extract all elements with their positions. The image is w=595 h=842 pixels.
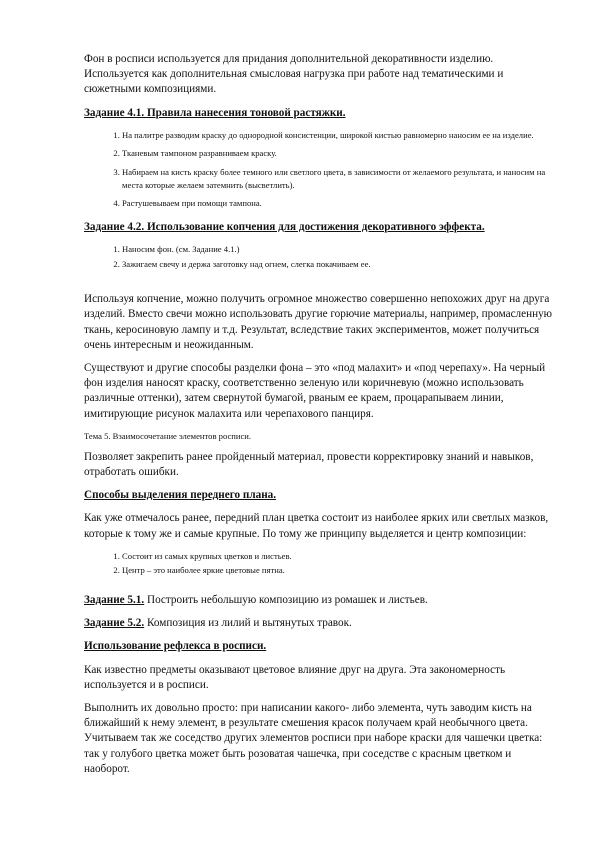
foreground-list: [84, 550, 554, 577]
other-methods-paragraph: Существуют и другие способы разделки фона – это «под малахит» и «под черепаху». На черный фон изделия наносят краску, соответственно зеленую или коричневую (можно использовать различные оттенки), затем свернутой бумагой, рваным ее краем, процарапываем линии, имитирующие рисунок малахита или черепахового панциря.: [84, 361, 546, 420]
document-page: [84, 52, 554, 785]
task-4-1-heading: Задание 4.1. Правила нанесения тоновой растяжки.: [84, 106, 346, 119]
theme-5-title: Тема 5. Взаимосочетание элементов росписи.: [84, 430, 252, 441]
foreground-heading: Способы выделения переднего плана.: [84, 489, 277, 502]
list-item: 3. Набираем на кисть краску более темного или светлого цвета, в зависимости от желаемого результата, и наносим на места которые желаем затемнить (высветлить).: [122, 166, 554, 191]
intro-paragraph: Фон в росписи используется для придания дополнительной декоративности изделию. Используется как дополнительная смысловая нагрузка при работе над тематическими и сюжетными композициями.: [84, 53, 504, 96]
list-item: 1. Наносим фон. (см. Задание 4.1.): [122, 243, 554, 256]
list-item: 1. На палитре разводим краску до однородной консистенции, широкой кистью равномерно наносим ее на изделие.: [122, 129, 554, 142]
list-item: 4. Растушевываем при помощи тампона.: [122, 197, 554, 210]
list-item: 2. Зажигаем свечу и держа заготовку над огнем, слегка покачиваем ее.: [122, 258, 554, 271]
theme-5-paragraph: Позволяет закрепить ранее пройденный материал, провести корректировку знаний и навыков, отработать ошибки.: [84, 450, 534, 478]
list-item: 2. Центр – это наиболее яркие цветовые пятна.: [122, 564, 554, 577]
task-5-1-label: Задание 5.1.: [84, 594, 145, 606]
task-5-2-line: [84, 616, 554, 631]
foreground-paragraph: Как уже отмечалось ранее, передний план цветка состоит из наиболее ярких или светлых мазков, которые к тому же и самые крупные. По тому же принципу выделяется и центр композиции:: [84, 512, 549, 540]
task-4-1-steps: [84, 129, 554, 210]
task-5-1-line: [84, 593, 554, 608]
reflex-heading: Использование рефлекса в росписи.: [84, 640, 267, 653]
task-5-2-label: Задание 5.2.: [84, 617, 145, 630]
task-5-2-text: Композиция из лилий и вытянутых травок.: [144, 617, 352, 630]
task-4-2-steps: [84, 243, 554, 270]
reflex-paragraph-1: Как известно предметы оказывают цветовое влияние друг на друга. Эта закономерность используется и в росписи.: [84, 663, 506, 691]
task-4-2-heading: Задание 4.2. Использование копчения для достижения декоративного эффекта.: [84, 220, 485, 233]
task-5-1-text: Построить небольшую композицию из ромашек и листьев.: [144, 594, 428, 606]
smoking-paragraph: Используя копчение, можно получить огромное множество совершенно непохожих друг на друга изделий. Вместо свечи можно использовать другие горючие материалы, например, промасленную ткань, керосиновую лампу и т.д. Результат, вследствие таких экспериментов, может получиться очень интересным и неожиданным.: [84, 293, 553, 351]
list-item: 2. Тканевым тампоном разравниваем краску.: [122, 147, 554, 160]
list-item: 1. Состоит из самых крупных цветков и листьев.: [122, 550, 554, 563]
reflex-paragraph-2: Выполнить их довольно просто: при написании какого- либо элемента, чуть заводим кисть на ближайший к нему элемент, в результате смешения красок получаем край необычного цвета. Учитываем так же соседство других элементов росписи при наборе краски для чашечки цветка: так у голубого цветка может быть розоватая чашечка, при соседстве с красным цветком и наоборот.: [84, 702, 543, 775]
